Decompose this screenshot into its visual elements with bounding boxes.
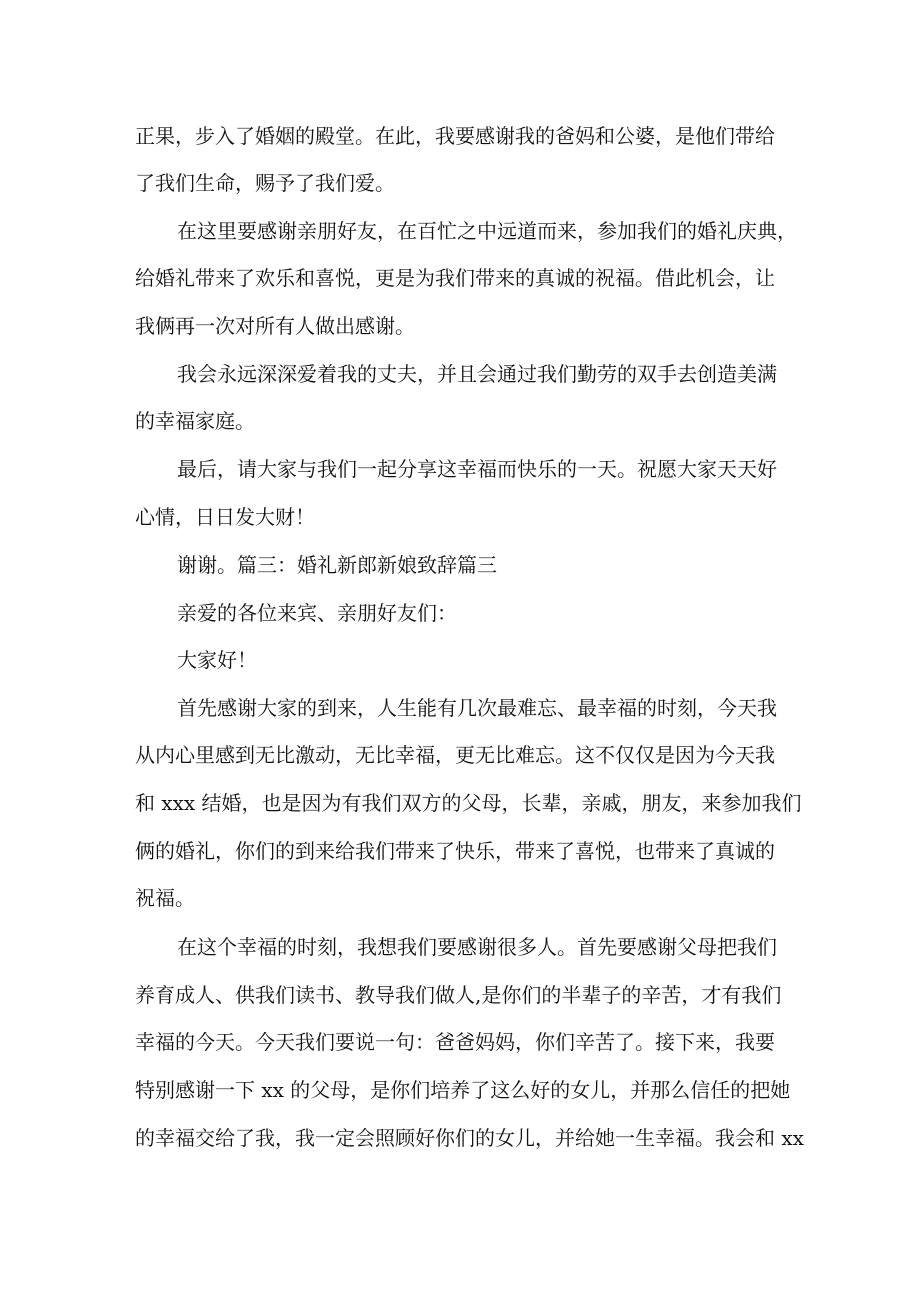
text-line: 给婚礼带来了欢乐和喜悦，更是为我们带来的真诚的祝福。借此机会，让 <box>135 266 775 290</box>
text-line: 特别感谢一下 xx 的父母，是你们培养了这么好的女儿，并那么信任的把她 <box>135 1078 791 1102</box>
text-line: 我俩再一次对所有人做出感谢。 <box>135 314 415 338</box>
paragraph-first-line: 亲爱的各位来宾、亲朋好友们： <box>177 601 457 625</box>
text-line: 了我们生命，赐予了我们爱。 <box>135 171 395 195</box>
text-line: 幸福的今天。今天我们要说一句：爸爸妈妈，你们辛苦了。接下来，我要 <box>135 1030 775 1054</box>
text-line: 的幸福家庭。 <box>135 409 255 433</box>
paragraph-first-line: 在这个幸福的时刻，我想我们要感谢很多人。首先要感谢父母把我们 <box>177 935 777 959</box>
text-line: 祝福。 <box>135 886 195 910</box>
text-line: 养育成人、供我们读书、教导我们做人,是你们的半辈子的辛苦，才有我们 <box>135 983 782 1007</box>
paragraph-first-line: 我会永远深深爱着我的丈夫，并且会通过我们勤劳的双手去创造美满 <box>177 362 777 386</box>
text-line: 俩的婚礼，你们的到来给我们带来了快乐，带来了喜悦，也带来了真诚的 <box>135 839 775 863</box>
paragraph-first-line: 首先感谢大家的到来，人生能有几次最难忘、最幸福的时刻，今天我 <box>177 696 777 720</box>
paragraph-first-line: 大家好！ <box>177 648 257 672</box>
text-line: 心情，日日发大财！ <box>135 505 315 529</box>
paragraph-first-line: 最后，请大家与我们一起分享这幸福而快乐的一天。祝愿大家天天好 <box>177 457 777 481</box>
paragraph-first-line: 在这里要感谢亲朋好友，在百忙之中远道而来，参加我们的婚礼庆典， <box>177 219 797 243</box>
text-line: 和 xxx 结婚，也是因为有我们双方的父母，长辈，亲戚，朋友，来参加我们 <box>135 791 802 815</box>
text-line: 从内心里感到无比激动，无比幸福，更无比难忘。这不仅仅是因为今天我 <box>135 743 775 767</box>
paragraph-first-line: 谢谢。篇三：婚礼新郎新娘致辞篇三 <box>177 553 497 577</box>
text-line: 的幸福交给了我，我一定会照顾好你们的女儿，并给她一生幸福。我会和 xx <box>135 1126 804 1150</box>
text-line: 正果，步入了婚姻的殿堂。在此，我要感谢我的爸妈和公婆，是他们带给 <box>135 124 775 148</box>
